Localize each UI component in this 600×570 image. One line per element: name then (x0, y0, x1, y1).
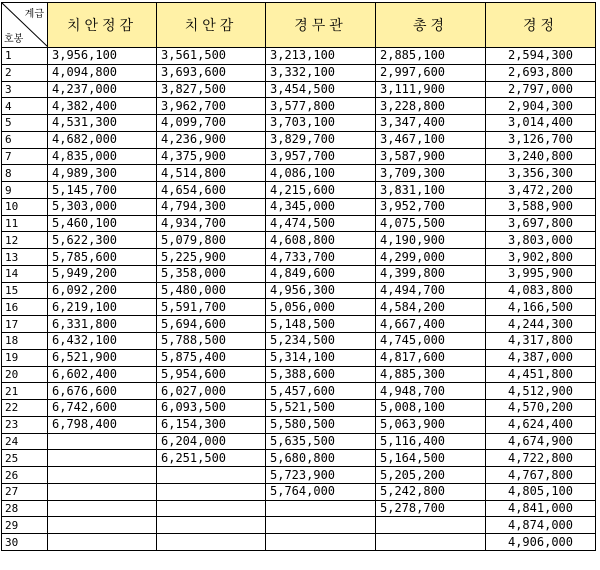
salary-cell: 5,591,700 (157, 299, 266, 316)
header-row (2, 3, 596, 48)
step-number-cell: 11 (2, 215, 48, 232)
salary-cell: 4,682,000 (48, 131, 157, 148)
salary-cell: 4,767,800 (486, 467, 596, 484)
salary-cell: 5,954,600 (157, 366, 266, 383)
salary-cell (266, 534, 376, 551)
salary-cell: 4,722,800 (486, 450, 596, 467)
table-row (2, 483, 596, 500)
salary-cell: 2,885,100 (376, 48, 486, 65)
salary-cell: 5,314,100 (266, 349, 376, 366)
salary-cell: 3,709,300 (376, 165, 486, 182)
salary-cell: 4,086,100 (266, 165, 376, 182)
salary-cell (48, 467, 157, 484)
salary-cell: 3,803,000 (486, 232, 596, 249)
salary-cell: 4,531,300 (48, 115, 157, 132)
salary-cell: 5,225,900 (157, 249, 266, 266)
salary-cell: 3,356,300 (486, 165, 596, 182)
salary-cell: 3,962,700 (157, 98, 266, 115)
step-number-cell: 24 (2, 433, 48, 450)
salary-cell: 4,190,900 (376, 232, 486, 249)
salary-cell: 5,521,500 (266, 400, 376, 417)
salary-cell: 3,561,500 (157, 48, 266, 65)
salary-cell: 6,602,400 (48, 366, 157, 383)
step-number-cell: 15 (2, 282, 48, 299)
salary-cell: 4,387,000 (486, 349, 596, 366)
salary-cell: 6,676,600 (48, 383, 157, 400)
salary-cell: 5,680,800 (266, 450, 376, 467)
salary-cell: 4,244,300 (486, 316, 596, 333)
step-number-cell: 5 (2, 115, 48, 132)
step-number-cell: 3 (2, 81, 48, 98)
table-row (2, 282, 596, 299)
step-number-cell: 29 (2, 517, 48, 534)
step-number-cell: 10 (2, 198, 48, 215)
salary-cell: 5,242,800 (376, 483, 486, 500)
salary-cell: 4,215,600 (266, 182, 376, 199)
step-number-cell: 19 (2, 349, 48, 366)
salary-cell: 3,347,400 (376, 115, 486, 132)
salary-cell: 4,094,800 (48, 64, 157, 81)
table-row (2, 148, 596, 165)
salary-cell: 5,622,300 (48, 232, 157, 249)
salary-cell: 4,885,300 (376, 366, 486, 383)
step-number-cell: 22 (2, 400, 48, 417)
step-number-cell: 13 (2, 249, 48, 266)
salary-cell: 4,512,900 (486, 383, 596, 400)
salary-cell: 2,594,300 (486, 48, 596, 65)
salary-cell: 6,092,200 (48, 282, 157, 299)
salary-cell: 4,570,200 (486, 400, 596, 417)
salary-cell (48, 534, 157, 551)
salary-cell: 6,331,800 (48, 316, 157, 333)
salary-cell: 5,875,400 (157, 349, 266, 366)
salary-cell: 3,472,200 (486, 182, 596, 199)
step-number-cell: 9 (2, 182, 48, 199)
salary-cell: 4,237,000 (48, 81, 157, 98)
salary-cell: 3,831,100 (376, 182, 486, 199)
step-number-cell: 21 (2, 383, 48, 400)
salary-cell: 6,093,500 (157, 400, 266, 417)
salary-cell: 3,126,700 (486, 131, 596, 148)
salary-cell (157, 500, 266, 517)
salary-cell: 5,008,100 (376, 400, 486, 417)
salary-cell: 6,219,100 (48, 299, 157, 316)
salary-cell: 5,460,100 (48, 215, 157, 232)
salary-cell: 6,798,400 (48, 416, 157, 433)
salary-cell: 4,608,800 (266, 232, 376, 249)
salary-cell: 4,584,200 (376, 299, 486, 316)
salary-cell: 5,063,900 (376, 416, 486, 433)
salary-cell: 3,111,900 (376, 81, 486, 98)
salary-cell: 5,116,400 (376, 433, 486, 450)
salary-cell: 4,375,900 (157, 148, 266, 165)
salary-cell: 4,099,700 (157, 115, 266, 132)
step-number-cell: 1 (2, 48, 48, 65)
salary-cell: 5,457,600 (266, 383, 376, 400)
salary-cell: 4,451,800 (486, 366, 596, 383)
salary-cell: 3,587,900 (376, 148, 486, 165)
salary-cell: 4,494,700 (376, 282, 486, 299)
salary-cell: 5,056,000 (266, 299, 376, 316)
salary-cell (48, 517, 157, 534)
step-number-cell: 23 (2, 416, 48, 433)
salary-cell (376, 534, 486, 551)
step-number-cell: 26 (2, 467, 48, 484)
step-number-cell: 16 (2, 299, 48, 316)
salary-cell: 3,957,700 (266, 148, 376, 165)
salary-cell (376, 517, 486, 534)
salary-cell (48, 450, 157, 467)
salary-cell: 4,805,100 (486, 483, 596, 500)
salary-cell: 5,234,500 (266, 333, 376, 350)
step-number-cell: 14 (2, 265, 48, 282)
salary-cell: 4,733,700 (266, 249, 376, 266)
table-row (2, 64, 596, 81)
salary-cell: 3,952,700 (376, 198, 486, 215)
salary-cell: 4,654,600 (157, 182, 266, 199)
salary-cell: 3,956,100 (48, 48, 157, 65)
column-header: 경정 (486, 3, 596, 48)
salary-cell: 4,345,000 (266, 198, 376, 215)
table-row (2, 450, 596, 467)
salary-cell: 4,317,800 (486, 333, 596, 350)
salary-cell: 3,213,100 (266, 48, 376, 65)
salary-cell: 4,166,500 (486, 299, 596, 316)
salary-cell: 6,432,100 (48, 333, 157, 350)
step-number-cell: 18 (2, 333, 48, 350)
table-row (2, 115, 596, 132)
salary-cell: 6,742,600 (48, 400, 157, 417)
salary-cell: 3,332,100 (266, 64, 376, 81)
salary-cell: 3,240,800 (486, 148, 596, 165)
step-number-cell: 4 (2, 98, 48, 115)
salary-cell: 6,027,000 (157, 383, 266, 400)
salary-cell: 3,697,800 (486, 215, 596, 232)
salary-cell: 5,145,700 (48, 182, 157, 199)
rank-axis-label: 계급 (24, 9, 44, 20)
column-header: 총경 (376, 3, 486, 48)
salary-cell (157, 517, 266, 534)
salary-cell: 4,236,900 (157, 131, 266, 148)
salary-cell: 4,624,400 (486, 416, 596, 433)
salary-cell: 4,835,000 (48, 148, 157, 165)
salary-cell: 2,693,800 (486, 64, 596, 81)
salary-cell (48, 483, 157, 500)
salary-cell: 3,829,700 (266, 131, 376, 148)
table-row (2, 366, 596, 383)
column-header: 경무관 (266, 3, 376, 48)
salary-cell: 4,956,300 (266, 282, 376, 299)
table-row (2, 534, 596, 551)
salary-cell: 4,745,000 (376, 333, 486, 350)
salary-table (1, 2, 596, 551)
step-number-cell: 12 (2, 232, 48, 249)
step-number-cell: 2 (2, 64, 48, 81)
table-row (2, 131, 596, 148)
salary-cell (266, 517, 376, 534)
salary-cell (157, 467, 266, 484)
salary-cell: 4,934,700 (157, 215, 266, 232)
table-row (2, 383, 596, 400)
step-number-cell: 27 (2, 483, 48, 500)
step-number-cell: 25 (2, 450, 48, 467)
step-number-cell: 30 (2, 534, 48, 551)
column-header: 치안감 (157, 3, 266, 48)
step-number-cell: 17 (2, 316, 48, 333)
salary-cell: 5,694,600 (157, 316, 266, 333)
table-row (2, 517, 596, 534)
salary-cell: 5,723,900 (266, 467, 376, 484)
salary-cell: 4,794,300 (157, 198, 266, 215)
table-row (2, 433, 596, 450)
salary-cell: 4,841,000 (486, 500, 596, 517)
salary-cell: 4,849,600 (266, 265, 376, 282)
table-row (2, 467, 596, 484)
table-row (2, 400, 596, 417)
salary-cell: 5,278,700 (376, 500, 486, 517)
salary-cell: 3,995,900 (486, 265, 596, 282)
salary-cell: 3,588,900 (486, 198, 596, 215)
salary-cell: 6,521,900 (48, 349, 157, 366)
salary-cell: 5,205,200 (376, 467, 486, 484)
table-row (2, 265, 596, 282)
table-row (2, 316, 596, 333)
table-row (2, 299, 596, 316)
salary-cell: 5,785,600 (48, 249, 157, 266)
salary-cell: 6,204,000 (157, 433, 266, 450)
salary-cell: 6,154,300 (157, 416, 266, 433)
salary-cell: 5,358,000 (157, 265, 266, 282)
salary-cell: 5,388,600 (266, 366, 376, 383)
step-axis-label: 호봉 (4, 34, 24, 45)
table-row (2, 48, 596, 65)
salary-cell: 4,382,400 (48, 98, 157, 115)
salary-cell: 4,674,900 (486, 433, 596, 450)
salary-cell: 5,148,500 (266, 316, 376, 333)
salary-cell: 4,075,500 (376, 215, 486, 232)
salary-cell (266, 500, 376, 517)
salary-cell: 5,764,000 (266, 483, 376, 500)
salary-cell: 6,251,500 (157, 450, 266, 467)
salary-cell: 4,474,500 (266, 215, 376, 232)
table-row (2, 349, 596, 366)
salary-cell: 3,827,500 (157, 81, 266, 98)
step-number-cell: 20 (2, 366, 48, 383)
step-number-cell: 6 (2, 131, 48, 148)
table-row (2, 416, 596, 433)
salary-cell: 3,014,400 (486, 115, 596, 132)
table-row (2, 500, 596, 517)
table-row (2, 249, 596, 266)
salary-cell: 2,997,600 (376, 64, 486, 81)
salary-cell (48, 433, 157, 450)
salary-cell (48, 500, 157, 517)
salary-cell: 4,399,800 (376, 265, 486, 282)
table-row (2, 81, 596, 98)
salary-cell: 3,228,800 (376, 98, 486, 115)
salary-cell: 5,480,000 (157, 282, 266, 299)
step-number-cell: 8 (2, 165, 48, 182)
salary-cell: 4,948,700 (376, 383, 486, 400)
salary-cell: 3,902,800 (486, 249, 596, 266)
salary-cell: 5,079,800 (157, 232, 266, 249)
salary-cell: 5,788,500 (157, 333, 266, 350)
column-header: 치안정감 (48, 3, 157, 48)
salary-cell: 2,904,300 (486, 98, 596, 115)
salary-cell: 4,667,400 (376, 316, 486, 333)
step-number-cell: 7 (2, 148, 48, 165)
salary-cell: 4,906,000 (486, 534, 596, 551)
salary-cell: 2,797,000 (486, 81, 596, 98)
table-row (2, 198, 596, 215)
salary-cell (157, 483, 266, 500)
salary-cell: 4,874,000 (486, 517, 596, 534)
salary-cell: 3,703,100 (266, 115, 376, 132)
table-body (2, 48, 596, 551)
salary-cell: 3,577,800 (266, 98, 376, 115)
step-number-cell: 28 (2, 500, 48, 517)
table-row (2, 165, 596, 182)
salary-cell: 3,693,600 (157, 64, 266, 81)
salary-cell: 5,303,000 (48, 198, 157, 215)
table-row (2, 98, 596, 115)
table-row (2, 333, 596, 350)
salary-cell: 4,514,800 (157, 165, 266, 182)
salary-cell: 4,817,600 (376, 349, 486, 366)
salary-cell (157, 534, 266, 551)
salary-cell: 5,949,200 (48, 265, 157, 282)
salary-cell: 4,299,000 (376, 249, 486, 266)
salary-cell: 3,467,100 (376, 131, 486, 148)
corner-header-cell (2, 3, 48, 48)
table-row (2, 232, 596, 249)
salary-cell: 4,989,300 (48, 165, 157, 182)
table-row (2, 182, 596, 199)
salary-cell: 4,083,800 (486, 282, 596, 299)
table-row (2, 215, 596, 232)
salary-cell: 5,635,500 (266, 433, 376, 450)
salary-cell: 5,164,500 (376, 450, 486, 467)
salary-cell: 5,580,500 (266, 416, 376, 433)
salary-cell: 3,454,500 (266, 81, 376, 98)
